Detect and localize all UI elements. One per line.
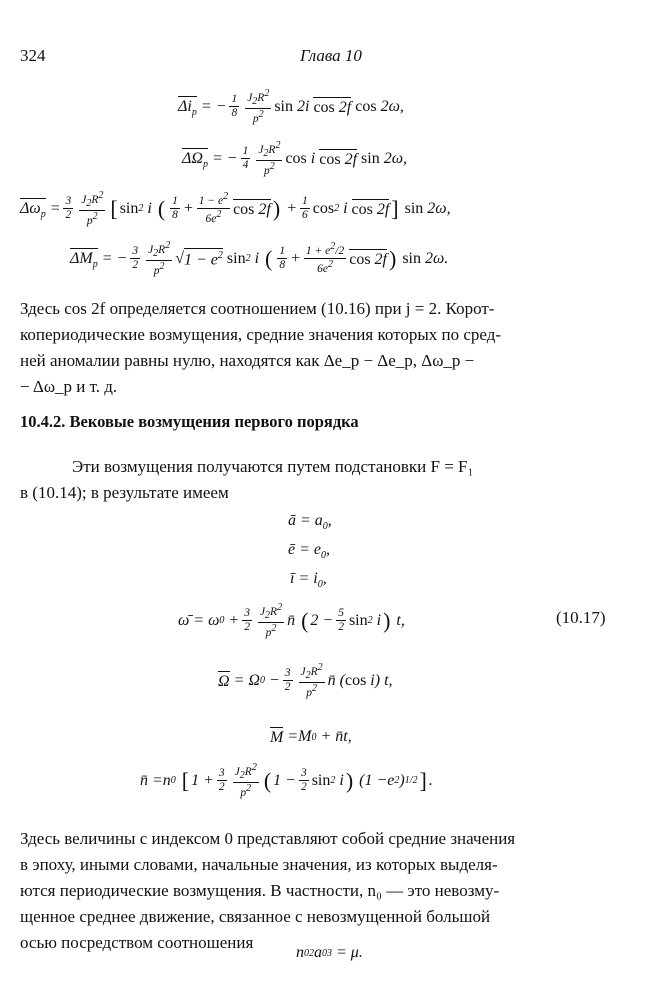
equation-M-bar: M = M 0 + n̄ t , [270,728,352,746]
equation-delta-M: $\Delta M_p$ = − $\frac{3}{2}$ $\frac{J_2R^2}{p^2}$ √ $1 - e^2$ sin 2 i ( $\frac{1}{8}$ + $\frac{1 + e^2/2}{6e^2}$ cos 2f ) sin 2ω. [70,240,449,277]
equation-n-bar: n̄ = n 0 [ 1 + $\frac{3}{2}$ $\frac{J_2R^2}{p^2}$ ( 1 − $\frac{3}{2}$ sin 2 i ) (1 − e 2 ) 1/2 ] . [140,762,433,799]
paragraph-substitution [20,454,616,506]
equation-delta-omega: $\Delta\omega_p$ = $\frac{3}{2}$ $\frac{J_2R^2}{p^2}$ [ sin 2 i ( $\frac{1}{8}$ + $\frac{1 - e^2}{6e^2}$ cos 2f ) + $\frac{1}{6}$ cos 2 i cos 2f ] sin 2ω, [20,190,451,227]
text-line: ней аномалии равны нулю, находятся как Δe_p − Δe_p, Δω_p − [20,351,475,370]
equation-delta-Omega: $\Delta\Omega_p$ = − $\frac{1}{4}$ $\frac{J_2R^2}{p^2}$ cos i cos 2f sin 2ω, [182,140,407,177]
text-line: Эти возмущения получаются путем подстановки F = F₁ [72,457,474,476]
paragraph-mean-values [20,826,616,956]
equation-number: (10.17) [556,608,606,627]
text-line: щенное среднее движение, связанное с невозмущенной большой [20,907,491,926]
paragraph-short-periodic [20,296,616,400]
equation-Omega-bar: Ω = Ω 0 − $\frac{3}{2}$ $\frac{J_2R^2}{p^2}$ n̄ ( cos i ) t , [218,662,393,699]
text-line: ются периодические возмущения. В частности, n₀ — это невозму- [20,881,500,900]
equation-e-bar: ē = $e_0$, [288,541,331,562]
text-line: Здесь величины с индексом 0 представляют собой средние значения [20,829,516,848]
text-line: копериодические возмущения, средние значения которых по сред- [20,325,502,344]
equation-delta-i: $\Delta i_p$ = − $\frac{1}{8}$ $\frac{J_2R^2}{p^2}$ sin 2 i cos 2f cos 2ω, [178,88,404,125]
text-line: осью посредством соотношения [20,933,254,952]
text-line: в (10.14); в результате имеем [20,483,229,502]
text-line: − Δω_p и т. д. [20,377,118,396]
text-line: Здесь cos 2f определяется соотношением (10.16) при j = 2. Корот- [20,299,495,318]
equation-i-bar: ī = $i_0$, [290,570,327,591]
running-head: Глава 10 [300,46,362,65]
page-number: 324 [20,46,46,65]
equation-kepler: n 0 2 a 0 3 = μ. [296,944,363,961]
text-line: в эпоху, иными словами, начальные значения, из которых выделя- [20,855,498,874]
equation-a-bar: ā = $a_0$, [288,512,332,533]
section-heading: 10.4.2. Вековые возмущения первого порядка [20,412,359,431]
equation-omega-bar: ω̄ = ω 0 + $\frac{3}{2}$ $\frac{J_2R^2}{p^2}$ n̄ ( 2 − $\frac{5}{2}$ sin 2 i ) t , [178,602,405,639]
